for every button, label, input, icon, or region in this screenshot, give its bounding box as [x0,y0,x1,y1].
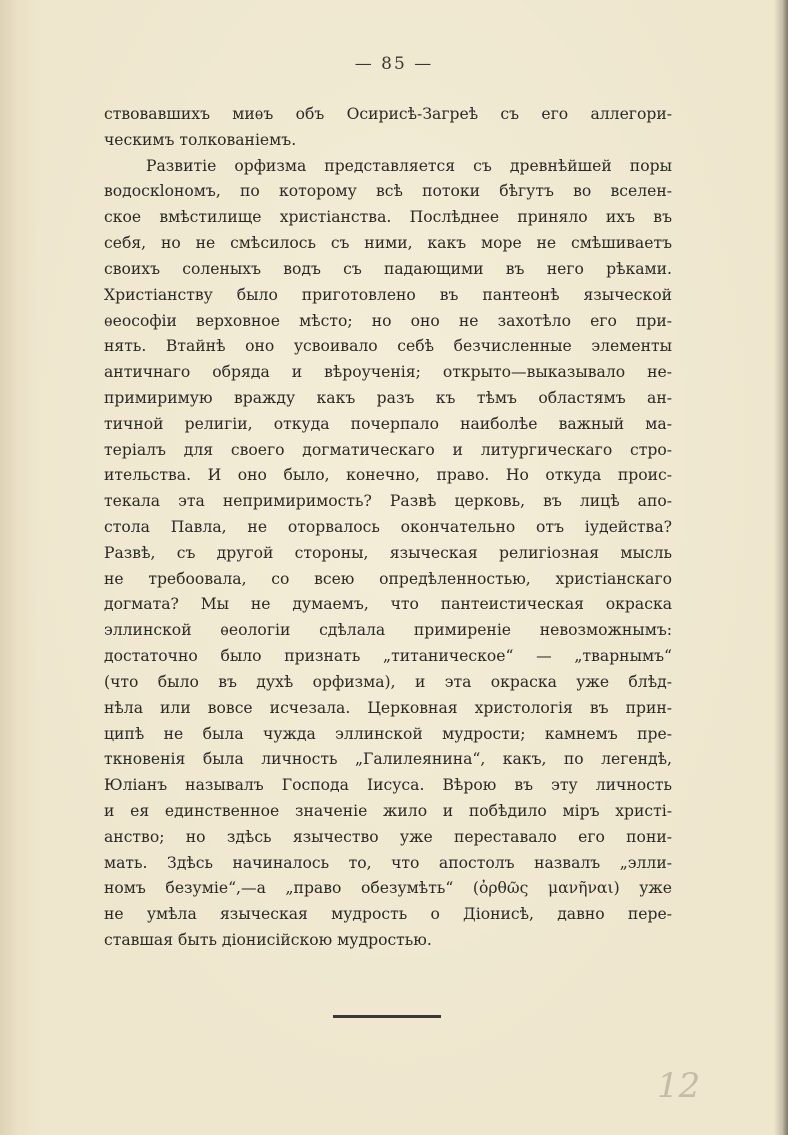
text-line: анство; но здѣсь язычество уже переставало его пони- [104,827,672,846]
text-line: ствовавшихъ миѳъ объ Осирисѣ-Загреѣ съ его аллегори- [104,105,672,123]
page-number: — 85 — [354,54,434,74]
text-line: ительства. И оно было, конечно, право. Но откуда проис- [104,466,672,485]
text-line: ѳеософіи верховное мѣсто; но оно не захотѣло его при- [104,311,672,330]
text-line: ткновенія была личность „Галилеянина“, какъ, по легендѣ, [104,750,672,769]
text-line: примиримую вражду какъ разъ къ тѣмъ областямъ ан- [104,388,672,407]
text-line: Христіанству было приготовлено въ пантеонѣ языческой [104,285,672,304]
text-line: номъ безуміе“,—а „право обезумѣть“ (ὀρθῶς μανῆναι) уже [104,879,672,898]
page-edge-shadow [774,0,788,1135]
text-line: нѣла или вовсе исчезала. Церковная христологія въ прин- [104,698,672,717]
text-line: своихъ соленыхъ водъ съ падающими въ него рѣками. [104,259,672,278]
text-line: Юліанъ называлъ Господа Іисуса. Вѣрою въ эту личность [104,776,672,795]
text-line: эллинской ѳеологіи сдѣлала примиреніе невозможнымъ: [104,621,672,640]
text-line: мать. Здѣсь начиналось то, что апостолъ назвалъ „элли- [104,853,672,872]
closing-rule [333,1015,441,1018]
text-line: не требоовала, со всею опредѣленностью, христіанскаго [104,569,672,588]
text-line: стола Павла, не оторвалось окончательно отъ іудейства? [104,518,672,536]
text-line: ское вмѣстилище христіанства. Послѣднее приняло ихъ въ [104,208,672,227]
text-line: достаточно было признать „титаническое“ — „тварнымъ“ [104,647,672,666]
text-line: тичной религіи, откуда почерпало наиболѣе важный ма- [104,414,672,433]
text-line: теріалъ для своего догматическаго и литургическаго стро- [104,440,672,459]
handwritten-corner-mark: 12 [657,1066,701,1106]
text-line: ческимъ толкованіемъ. [104,130,297,149]
text-line: античнаго обряда и вѣроученія; открыто—выказывало не- [104,363,672,382]
text-line: Развѣ, съ другой стороны, языческая религіозная мысль [104,543,672,562]
text-line: (что было въ духѣ орфизма), и эта окраска уже блѣд- [104,672,672,691]
text-line: не умѣла языческая мудрость о Діонисѣ, давно пере- [104,905,672,924]
text-line: ставшая быть діонисійскою мудростью. [104,931,432,949]
text-line: догмата? Мы не думаемъ, что пантеистическая окраска [104,595,672,614]
text-line: текала эта непримиримость? Развѣ церковь, въ лицѣ апо- [104,492,672,511]
text-line: себя, но не смѣсилось съ ними, какъ море не смѣшиваетъ [104,234,672,253]
body-text [104,102,672,954]
text-line: нять. Втайнѣ оно усвоивало себѣ безчисленные элементы [104,337,672,356]
text-line: водоскlономъ, по которому всѣ потоки бѣгутъ во вселен- [104,182,672,201]
paragraph-start-line: Развитіе орфизма представляется съ древнѣйшей поры [146,156,672,175]
text-line: ципѣ не была чужда эллинской мудрости; камнемъ пре- [104,724,672,743]
text-line: и ея единственное значеніе жило и побѣдило міръ христі- [104,801,672,820]
